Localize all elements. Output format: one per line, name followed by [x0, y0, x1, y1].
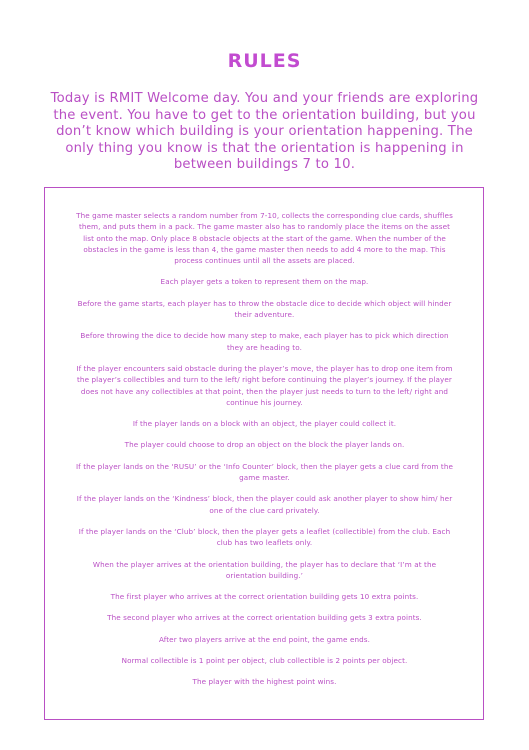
- rule-rusu-info-counter: If the player lands on the ‘RUSU’ or the ‘Info Counter’ block, then the player gets a clue card from the game master.: [75, 461, 454, 483]
- rule-direction: Before throwing the dice to decide how many step to make, each player has to pick which direction they are heading to.: [80, 331, 449, 352]
- rules-list: [74, 210, 455, 698]
- rule-collect-object: If the player lands on a block with an object, the player could collect it.: [132, 419, 397, 429]
- rule-arrival: When the player arrives at the orientation building, the player has to declare that ‘I’m at the orientation building.’: [92, 559, 437, 580]
- rule-token: Each player gets a token to represent them on the map.: [160, 277, 369, 287]
- rule-club: If the player lands on the ‘Club’ block, then the player gets a leaflet (collectible) from the club. Each club has two leaflets only.: [78, 526, 451, 548]
- rule-obstacle-dice: Before the game starts, each player has to throw the obstacle dice to decide which object will hinder their adventure.: [77, 298, 452, 320]
- intro-paragraph: Today is RMIT Welcome day. You and your friends are exploring the event. You have to get to the orientation building, but you don’t know which building is your orientation happening. The only thing you know is that the orientation is happening in between buildings 7 to 10.: [50, 91, 479, 172]
- rule-obstacle-encounter: If the player encounters said obstacle during the player’s move, the player has to drop one item from the player’s collectibles and turn to the left/ right before continuing the player’s journey. If the player does not have any collectibles at that point, then the player just needs to turn to the left/ right and continue his journey.: [76, 363, 453, 407]
- rule-scoring: Normal collectible is 1 point per object, club collectible is 2 points per object.: [121, 656, 408, 666]
- page-title: RULES: [227, 50, 302, 72]
- rule-drop-object: The player could choose to drop an object on the block the player lands on.: [124, 440, 405, 450]
- rule-setup: The game master selects a random number from 7-10, collects the corresponding clue cards, shuffles them, and puts them in a pack. The game master also has to randomly place the items on the asset list onto the map. Only place 8 obstacle objects at the start of the game. When the number of the obstacles in the game is less than 4, the game master then needs to add 4 more to the map. This process continues until all the assets are placed.: [76, 211, 453, 266]
- rule-first-player-points: The first player who arrives at the correct orientation building gets 10 extra points.: [110, 592, 419, 602]
- rule-second-player-points: The second player who arrives at the correct orientation building gets 3 extra points.: [107, 613, 422, 623]
- rule-winner: The player with the highest point wins.: [192, 677, 337, 687]
- rule-game-end: After two players arrive at the end point, the game ends.: [158, 634, 371, 644]
- rule-kindness: If the player lands on the ‘Kindness’ block, then the player could ask another player to show him/ her one of the clue card privately.: [76, 494, 453, 515]
